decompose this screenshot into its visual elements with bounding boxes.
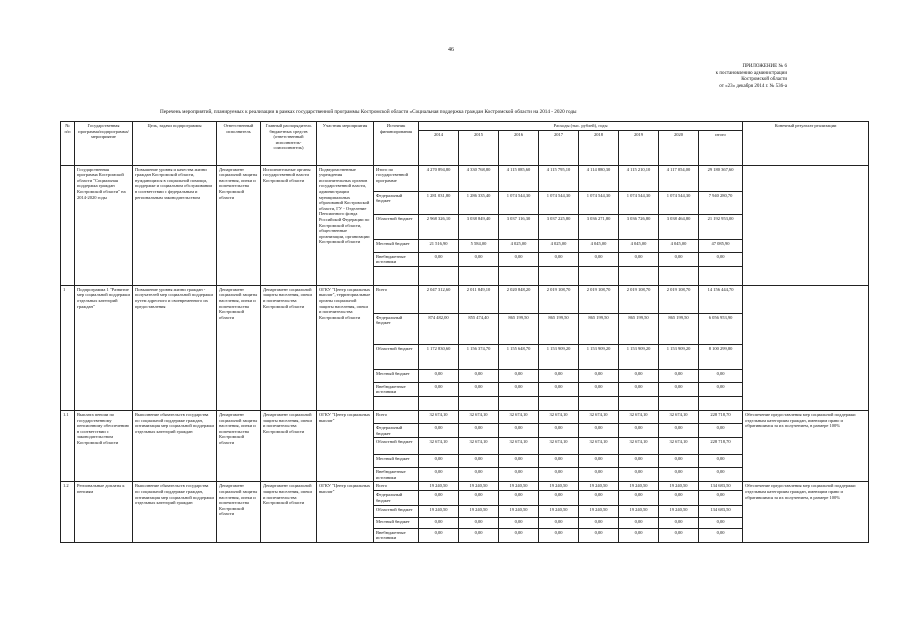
expense-value: 0,00	[539, 468, 579, 482]
table-body	[61, 165, 869, 542]
appendix-line: ПРИЛОЖЕНИЕ № 6	[742, 64, 787, 69]
expense-value: 19 240,50	[659, 482, 699, 491]
expense-value: 19 240,50	[579, 482, 619, 491]
activity-name: Выплата пенсии по государственному пенсионному обеспечению в соответствии с законодательством Костромской области	[75, 410, 133, 481]
expense-value: 1 155 648,70	[499, 344, 539, 369]
expense-value: 32 674,10	[539, 410, 579, 423]
funding-source: Местный бюджет	[374, 517, 419, 528]
expense-value: 2 019 108,70	[539, 285, 579, 313]
expense-value: 7 940 280,70	[699, 191, 743, 214]
expense-value: 2 019 108,70	[579, 285, 619, 313]
expense-value: 0,00	[419, 423, 459, 437]
expense-value: 0,00	[699, 528, 743, 542]
header-year-total: итого	[699, 130, 743, 165]
expense-value: 0,00	[419, 455, 459, 468]
expense-value: 0,00	[499, 252, 539, 266]
expense-value: 0,00	[699, 369, 743, 382]
expense-value: 4 045,00	[659, 239, 699, 252]
expense-value: 4 115 210,10	[619, 165, 659, 191]
expense-value: 32 674,10	[619, 410, 659, 423]
expense-value: 228 718,70	[699, 438, 743, 455]
funding-source: Внебюджетные источники	[374, 382, 419, 396]
header-year: 2015	[459, 130, 499, 165]
table-header	[61, 122, 869, 166]
expense-value: 0,00	[699, 423, 743, 437]
expense-value: 19 240,50	[419, 505, 459, 517]
activity-goal: Повышение уровня жизни граждан - получателей мер социальной поддержки путем адресного и своевременного их предоставления	[133, 285, 217, 410]
funding-source: Всего	[374, 285, 419, 313]
expense-value: 19 240,50	[499, 505, 539, 517]
empty-cell	[619, 266, 659, 285]
expense-value: 0,00	[619, 455, 659, 468]
expense-value: 0,00	[619, 528, 659, 542]
expense-value: 0,00	[659, 252, 699, 266]
funding-source: Федеральный бюджет	[374, 191, 419, 214]
expense-value: 0,00	[659, 468, 699, 482]
expense-value: 0,00	[459, 468, 499, 482]
expense-value: 4 115 795,10	[539, 165, 579, 191]
header-year: 2020	[659, 130, 699, 165]
expense-value: 3 036 726,80	[619, 214, 659, 239]
expense-value: 4 045,00	[619, 239, 659, 252]
budget-manager: Исполнительные органы государственной власти Костромской области	[261, 165, 317, 285]
expense-value: 1 074 544,30	[539, 191, 579, 214]
expense-value: 0,00	[419, 382, 459, 396]
expense-value: 32 674,10	[499, 438, 539, 455]
expense-value: 865 199,50	[619, 313, 659, 344]
expense-value: 19 240,50	[579, 505, 619, 517]
empty-cell	[659, 396, 699, 410]
empty-cell	[419, 266, 459, 285]
activity-name: Государственная программа Костромской области "Социальная поддержка граждан Костромской области" на 2014-2020 годы	[75, 165, 133, 285]
expense-value: 3 038 464,80	[659, 214, 699, 239]
document-title: Перечень мероприятий, планируемых к реализации в рамках государственной программы Костромской области «Социальная поддержка граждан Костромской области на 2014 - 2020 годы	[160, 109, 577, 115]
expense-value: 2 019 108,70	[659, 285, 699, 313]
funding-source: Местный бюджет	[374, 239, 419, 252]
appendix-line: к постановлению администрации	[715, 70, 787, 76]
expense-value: 4 025,00	[499, 239, 539, 252]
expense-value: 21 192 953,00	[699, 214, 743, 239]
funding-source: Внебюджетные источники	[374, 252, 419, 266]
appendix-line: от «23» декабря 2014 г. № 536-а	[719, 83, 787, 89]
expense-value: 0,00	[659, 423, 699, 437]
funding-source: Федеральный бюджет	[374, 313, 419, 344]
expense-value: 0,00	[659, 491, 699, 505]
expense-value: 32 674,10	[539, 438, 579, 455]
header-year: 2018	[579, 130, 619, 165]
header-year: 2017	[539, 130, 579, 165]
header-year: 2019	[619, 130, 659, 165]
expense-value: 19 240,50	[459, 482, 499, 491]
expense-value: 3 037 116,30	[499, 214, 539, 239]
responsible-executor: Департамент социальной защиты населения, опеки и попечительства Костромской области	[217, 482, 261, 542]
expense-value: 0,00	[459, 369, 499, 382]
activity-goal: Выполнение обязательств государства по социальной поддержке граждан, оптимизация мер социальной поддержки отдельных категорий граждан	[133, 410, 217, 481]
expense-value: 3 037 225,80	[539, 214, 579, 239]
expense-value: 0,00	[419, 252, 459, 266]
expense-value: 0,00	[539, 423, 579, 437]
funding-source: Всего	[374, 410, 419, 423]
expense-value: 0,00	[419, 517, 459, 528]
expense-value: 0,00	[579, 468, 619, 482]
empty-cell	[374, 266, 419, 285]
expense-value: 4 114 880,30	[579, 165, 619, 191]
empty-cell	[579, 266, 619, 285]
expense-value: 0,00	[419, 491, 459, 505]
empty-cell	[419, 396, 459, 410]
expense-value: 19 240,50	[419, 482, 459, 491]
expense-value: 0,00	[419, 468, 459, 482]
final-result: Обеспечение предоставления мер социальной поддержки отдельным категориям граждан, имеющим право и обратившимся за их получением, в размере 100%	[743, 410, 869, 481]
expense-value: 3 036 271,80	[579, 214, 619, 239]
expense-value: 0,00	[619, 491, 659, 505]
expense-value: 19 240,50	[499, 482, 539, 491]
empty-cell	[539, 396, 579, 410]
expense-value: 0,00	[459, 252, 499, 266]
empty-cell	[499, 266, 539, 285]
expense-value: 32 674,10	[499, 410, 539, 423]
expense-value: 1 153 909,20	[659, 344, 699, 369]
expense-value: 134 683,50	[699, 505, 743, 517]
expense-value: 19 240,50	[539, 482, 579, 491]
expense-value: 0,00	[699, 468, 743, 482]
expense-value: 0,00	[539, 517, 579, 528]
expense-value: 0,00	[579, 252, 619, 266]
expense-value: 0,00	[699, 491, 743, 505]
expense-value: 32 674,10	[579, 410, 619, 423]
expense-value: 0,00	[459, 528, 499, 542]
expense-value: 874 482,00	[419, 313, 459, 344]
table-row	[61, 285, 869, 313]
header-goal: Цель, задачи подпрограммы	[133, 122, 217, 166]
expense-value: 1 286 335,40	[459, 191, 499, 214]
funding-source: Внебюджетные источники	[374, 528, 419, 542]
page-number: 46	[448, 47, 454, 53]
expense-value: 4 330 768,80	[459, 165, 499, 191]
activity-goal: Повышение уровня и качества жизни граждан Костромской области, нуждающихся в социальной помощи, поддержке и социальном обслуживании в соответствии с федеральным и региональным законодательством	[133, 165, 217, 285]
expense-value: 0,00	[539, 382, 579, 396]
expense-value: 0,00	[539, 491, 579, 505]
expense-value: 0,00	[699, 252, 743, 266]
expense-value: 21 516,90	[419, 239, 459, 252]
activity-participant: ОГКУ "Центр социальных выплат"	[317, 410, 374, 481]
empty-cell	[699, 266, 743, 285]
expense-value: 1 281 031,80	[419, 191, 459, 214]
expense-value: 1 156 374,70	[459, 344, 499, 369]
expense-value: 1 074 544,30	[579, 191, 619, 214]
expense-value: 1 172 830,60	[419, 344, 459, 369]
expense-value: 0,00	[699, 517, 743, 528]
empty-cell	[619, 396, 659, 410]
expense-value: 855 474,40	[459, 313, 499, 344]
expense-value: 4 117 054,00	[659, 165, 699, 191]
budget-manager: Департамент социальной защиты населения, опеки и попечительства Костромской области	[261, 285, 317, 410]
expense-value: 2 047 312,60	[419, 285, 459, 313]
expense-value: 0,00	[499, 468, 539, 482]
empty-cell	[459, 396, 499, 410]
expense-value: 0,00	[659, 369, 699, 382]
expense-value: 0,00	[459, 491, 499, 505]
expense-value: 3 038 849,40	[459, 214, 499, 239]
expense-value: 228 718,70	[699, 410, 743, 423]
header-result: Конечный результат реализации	[743, 122, 869, 166]
expense-value: 0,00	[539, 252, 579, 266]
expense-value: 19 240,50	[459, 505, 499, 517]
expense-value: 0,00	[619, 369, 659, 382]
responsible-executor: Департамент социальной защиты населения, опеки и попечительства Костромской области	[217, 285, 261, 410]
final-result	[743, 165, 869, 285]
expense-value: 19 240,50	[539, 505, 579, 517]
expense-value: 0,00	[499, 423, 539, 437]
header-responsible: Ответственный исполнитель	[217, 122, 261, 166]
expense-value: 865 199,50	[499, 313, 539, 344]
expense-value: 0,00	[419, 369, 459, 382]
expense-value: 0,00	[619, 252, 659, 266]
expense-value: 0,00	[539, 455, 579, 468]
header-expenses: Расходы (тыс. рублей), годы	[419, 122, 743, 131]
expense-value: 865 199,50	[659, 313, 699, 344]
table-row	[61, 165, 869, 191]
activity-goal: Выполнение обязательств государства по социальной поддержке граждан, оптимизация мер социальной поддержки отдельных категорий граждан	[133, 482, 217, 542]
activity-name: Региональные доплаты к пенсиям	[75, 482, 133, 542]
expense-value: 865 199,50	[579, 313, 619, 344]
expense-value: 32 674,10	[659, 438, 699, 455]
expense-value: 0,00	[699, 382, 743, 396]
expense-value: 4 115 085,60	[499, 165, 539, 191]
expense-value: 2 011 849,10	[459, 285, 499, 313]
funding-source: Итого по государственной программе	[374, 165, 419, 191]
expense-value: 0,00	[659, 455, 699, 468]
expense-value: 1 153 909,20	[579, 344, 619, 369]
expense-value: 1 074 544,30	[659, 191, 699, 214]
row-number: 1.2	[61, 482, 75, 542]
expense-value: 0,00	[579, 423, 619, 437]
table-row	[61, 410, 869, 423]
row-number: 1	[61, 285, 75, 410]
expense-value: 0,00	[619, 382, 659, 396]
header-source: Источник финансирования	[374, 122, 419, 166]
expense-value: 134 683,50	[699, 482, 743, 491]
responsible-executor: Департамент социальной защиты населения, опеки и попечительства Костромской области	[217, 410, 261, 481]
expense-value: 0,00	[699, 455, 743, 468]
expense-value: 0,00	[539, 369, 579, 382]
expense-value: 32 674,10	[579, 438, 619, 455]
activity-participant: Подведомственные учреждения исполнительных органов государственной власти, администрации муниципальных образований Костромской области, ГУ - Отделение Пенсионного фонда Российской Федерации по Костромской области, общественные организации, организации Костромской области	[317, 165, 374, 285]
budget-manager: Департамент социальной защиты населения, опеки и попечительства Костромской области	[261, 482, 317, 542]
header-num: № п/п	[61, 122, 75, 166]
expense-value: 32 674,10	[619, 438, 659, 455]
expense-value: 0,00	[459, 517, 499, 528]
expense-value: 0,00	[419, 528, 459, 542]
expense-value: 32 674,10	[419, 410, 459, 423]
expense-value: 32 674,10	[659, 410, 699, 423]
expense-value: 2 968 326,10	[419, 214, 459, 239]
final-result: Обеспечение предоставления мер социальной поддержки отдельным категориям граждан, имеющим право и обратившимся за их получением, в размере 100%	[743, 482, 869, 542]
header-name: Государственная программа/подпрограмма/мероприятие	[75, 122, 133, 166]
activities-table	[60, 121, 869, 543]
empty-cell	[579, 396, 619, 410]
expense-value: 0,00	[459, 455, 499, 468]
expense-value: 0,00	[579, 369, 619, 382]
expense-value: 32 674,10	[419, 438, 459, 455]
expense-value: 1 153 909,20	[619, 344, 659, 369]
expense-value: 0,00	[619, 468, 659, 482]
responsible-executor: Департамент социальной защиты населения, опеки и попечительства Костромской области	[217, 165, 261, 285]
expense-value: 0,00	[539, 528, 579, 542]
expense-value: 1 074 544,30	[499, 191, 539, 214]
expense-value: 0,00	[499, 528, 539, 542]
funding-source: Федеральный бюджет	[374, 491, 419, 505]
expense-value: 0,00	[499, 382, 539, 396]
expense-value: 14 156 444,70	[699, 285, 743, 313]
expense-value: 0,00	[619, 517, 659, 528]
expense-value: 2 019 108,70	[619, 285, 659, 313]
expense-value: 47 085,90	[699, 239, 743, 252]
appendix-header	[657, 64, 787, 90]
funding-source: Областной бюджет	[374, 505, 419, 517]
expense-value: 0,00	[579, 382, 619, 396]
activity-name: Подпрограмма 1 "Развитие мер социальной поддержки отдельных категорий граждан"	[75, 285, 133, 410]
funding-source: Местный бюджет	[374, 369, 419, 382]
funding-source: Всего	[374, 482, 419, 491]
expense-value: 1 153 909,20	[539, 344, 579, 369]
expense-value: 4 045,00	[579, 239, 619, 252]
activity-participant: ОГКУ "Центр социальных выплат", территориальные органы социальной защиты населения, опеки и попечительства Костромской области	[317, 285, 374, 410]
expense-value: 0,00	[619, 423, 659, 437]
expense-value: 1 074 544,30	[619, 191, 659, 214]
empty-cell	[499, 396, 539, 410]
expense-value: 0,00	[459, 382, 499, 396]
expense-value: 5 584,00	[459, 239, 499, 252]
appendix-line: Костромской области	[741, 77, 787, 82]
funding-source: Областной бюджет	[374, 438, 419, 455]
expense-value: 0,00	[499, 517, 539, 528]
empty-cell	[539, 266, 579, 285]
expense-value: 4 025,00	[539, 239, 579, 252]
header-year: 2014	[419, 130, 459, 165]
expense-value: 29 180 367,60	[699, 165, 743, 191]
funding-source: Областной бюджет	[374, 214, 419, 239]
expense-value: 0,00	[579, 455, 619, 468]
expense-value: 0,00	[659, 528, 699, 542]
header-participant: Участник мероприятия	[317, 122, 374, 166]
expense-value: 865 199,50	[539, 313, 579, 344]
expense-value: 0,00	[579, 491, 619, 505]
row-number: 1.1	[61, 410, 75, 481]
funding-source: Внебюджетные источники	[374, 468, 419, 482]
expense-value: 4 270 894,80	[419, 165, 459, 191]
budget-manager: Департамент социальной защиты населения, опеки и попечительства Костромской области	[261, 410, 317, 481]
expense-value: 6 056 953,90	[699, 313, 743, 344]
funding-source: Федеральный бюджет	[374, 423, 419, 437]
expense-value: 19 240,50	[659, 505, 699, 517]
header-budget-manager: Главный распорядитель бюджетных средств (ответственный исполнитель-соисполнитель)	[261, 122, 317, 166]
activity-participant: ОГКУ "Центр социальных выплат"	[317, 482, 374, 542]
funding-source: Местный бюджет	[374, 455, 419, 468]
expense-value: 0,00	[499, 491, 539, 505]
empty-cell	[699, 396, 743, 410]
table-row	[61, 482, 869, 491]
expense-value: 8 100 299,80	[699, 344, 743, 369]
empty-cell	[374, 396, 419, 410]
empty-cell	[659, 266, 699, 285]
expense-value: 0,00	[499, 369, 539, 382]
row-number	[61, 165, 75, 285]
expense-value: 32 674,10	[459, 410, 499, 423]
expense-value: 0,00	[499, 455, 539, 468]
expense-value: 0,00	[579, 517, 619, 528]
expense-value: 0,00	[459, 423, 499, 437]
final-result	[743, 285, 869, 410]
expense-value: 19 240,50	[619, 482, 659, 491]
expense-value: 19 240,50	[619, 505, 659, 517]
funding-source: Областной бюджет	[374, 344, 419, 369]
expense-value: 0,00	[659, 517, 699, 528]
expense-value: 32 674,10	[459, 438, 499, 455]
header-year: 2016	[499, 130, 539, 165]
expense-value: 0,00	[579, 528, 619, 542]
expense-value: 2 020 848,20	[499, 285, 539, 313]
expense-value: 0,00	[659, 382, 699, 396]
empty-cell	[459, 266, 499, 285]
